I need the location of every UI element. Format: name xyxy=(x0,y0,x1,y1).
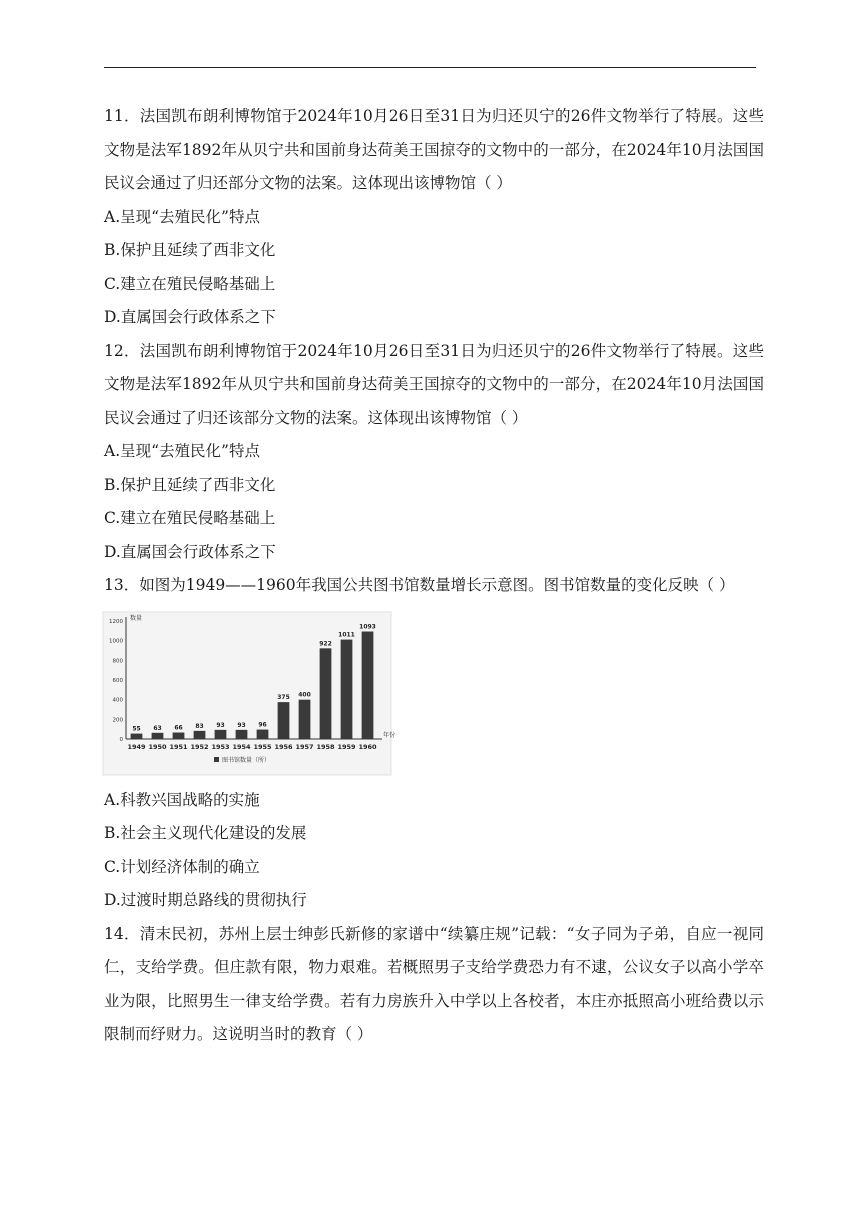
question-13-option-a[interactable]: A.科教兴国战略的实施 xyxy=(104,790,260,809)
chart-x-tick-label: 1950 xyxy=(148,742,167,751)
chart-bar xyxy=(341,639,353,738)
question-13 xyxy=(104,569,764,918)
chart-x-axis-title: 年份 xyxy=(383,731,396,739)
question-12-stem xyxy=(104,335,764,436)
chart-x-tick-label: 1956 xyxy=(274,742,293,751)
chart-x-tick-label: 1952 xyxy=(190,742,209,751)
chart-x-tick-label: 1949 xyxy=(127,742,146,751)
chart-data-label: 400 xyxy=(298,691,311,699)
question-12-option-d[interactable]: D.直属国会行政体系之下 xyxy=(104,542,276,561)
question-11-option-a[interactable]: A.呈现“去殖民化”特点 xyxy=(104,207,260,226)
chart-x-tick-label: 1958 xyxy=(316,742,335,751)
chart-x-tick-label: 1960 xyxy=(358,742,377,751)
chart-y-axis-title: 数量 xyxy=(130,614,143,622)
question-13-stem xyxy=(104,569,764,603)
question-13-number: 13． xyxy=(104,576,140,594)
question-13-option-b[interactable]: B.社会主义现代化建设的发展 xyxy=(104,824,307,842)
chart-data-label: 1011 xyxy=(338,631,355,639)
chart-bar xyxy=(362,631,374,738)
chart-y-tick-label: 200 xyxy=(112,716,123,723)
chart-data-label: 66 xyxy=(174,724,183,732)
chart-data-label: 55 xyxy=(132,725,141,733)
chart-bar xyxy=(278,702,290,739)
chart-bar xyxy=(257,729,269,738)
chart-data-label: 93 xyxy=(237,721,246,729)
chart-x-tick-label: 1954 xyxy=(232,742,251,751)
chart-legend-label: 图书馆数量（所） xyxy=(222,756,271,764)
chart-data-label: 93 xyxy=(216,721,225,729)
question-14 xyxy=(104,918,764,1052)
chart-bar xyxy=(194,730,206,738)
chart-bar xyxy=(173,732,185,738)
chart-data-label: 96 xyxy=(258,721,267,729)
chart-bar xyxy=(215,729,227,738)
chart-x-tick-label: 1953 xyxy=(211,742,230,751)
library-count-chart-svg xyxy=(102,611,396,776)
chart-y-tick-label: 800 xyxy=(112,657,123,664)
question-11-option-d[interactable]: D.直属国会行政体系之下 xyxy=(104,308,276,326)
question-14-number: 14． xyxy=(104,924,140,943)
question-12-number: 12． xyxy=(104,341,140,360)
chart-legend-swatch xyxy=(214,757,219,762)
chart-bar xyxy=(299,699,311,738)
chart-bar xyxy=(152,732,164,738)
library-count-chart xyxy=(102,611,396,776)
question-13-text: 如图为1949——1960年我国公共图书馆数量增长示意图。图书馆数量的变化反映（ ） xyxy=(139,576,735,594)
question-14-text: 清末民初，苏州上层士绅彭氏新修的家谱中“续纂庄规”记载：“女子同为子弟，自应一视同仁，支给学费。但庄款有限，物力艰难。若概照男子支给学费恐力有不逮，公议女子以高小学卒业为限，比照男生一律支给学费。若有力房族升入中学以上各校者，本庄亦抵照高小班给费以示限制而纾财力。这说明当时的教育（ ） xyxy=(104,924,764,1043)
question-12-text: 法国凯布朗利博物馆于2024年10月26日至31日为归还贝宁的26件文物举行了特展。这些文物是法军1892年从贝宁共和国前身达荷美王国掠夺的文物中的一部分，在2024年10月法国国民议会通过了归还该部分文物的法案。这体现出该博物馆（ ） xyxy=(104,341,764,427)
question-12 xyxy=(104,335,764,570)
exam-content xyxy=(104,100,764,1052)
question-13-option-c[interactable]: C.计划经济体制的确立 xyxy=(104,857,260,876)
chart-y-tick-label: 400 xyxy=(112,697,123,704)
question-11-option-c[interactable]: C.建立在殖民侵略基础上 xyxy=(104,274,276,293)
question-11-option-b[interactable]: B.保护且延续了西非文化 xyxy=(104,241,276,259)
question-11-text: 法国凯布朗利博物馆于2024年10月26日至31日为归还贝宁的26件文物举行了特展。这些文物是法军1892年从贝宁共和国前身达荷美王国掠夺的文物中的一部分，在2024年10月法国国民议会通过了归还部分文物的法案。这体现出该博物馆（ ） xyxy=(104,107,764,192)
chart-bar xyxy=(320,648,332,739)
chart-y-tick-label: 0 xyxy=(119,736,123,743)
chart-x-tick-label: 1951 xyxy=(169,742,188,751)
chart-data-label: 1093 xyxy=(359,623,376,631)
chart-y-tick-label: 1200 xyxy=(109,618,123,625)
chart-data-label: 922 xyxy=(319,639,332,647)
question-11-stem xyxy=(104,100,764,201)
chart-data-label: 375 xyxy=(277,693,290,701)
question-14-stem xyxy=(104,918,764,1052)
question-13-option-d[interactable]: D.过渡时期总路线的贯彻执行 xyxy=(104,891,307,909)
question-12-option-b[interactable]: B.保护且延续了西非文化 xyxy=(104,475,276,494)
header-rule xyxy=(104,67,756,68)
chart-data-label: 83 xyxy=(195,722,204,730)
chart-x-tick-label: 1959 xyxy=(337,742,356,751)
chart-bar xyxy=(236,729,248,738)
chart-y-tick-label: 1000 xyxy=(109,638,123,645)
question-11-number: 11． xyxy=(104,107,140,125)
chart-x-tick-label: 1957 xyxy=(295,742,314,751)
chart-y-tick-label: 600 xyxy=(112,677,123,684)
question-11 xyxy=(104,100,764,335)
question-12-option-a[interactable]: A.呈现“去殖民化”特点 xyxy=(104,442,260,460)
chart-x-tick-label: 1955 xyxy=(253,742,272,751)
chart-bar xyxy=(131,733,143,738)
chart-data-label: 63 xyxy=(153,724,162,732)
question-12-option-c[interactable]: C.建立在殖民侵略基础上 xyxy=(104,509,276,527)
